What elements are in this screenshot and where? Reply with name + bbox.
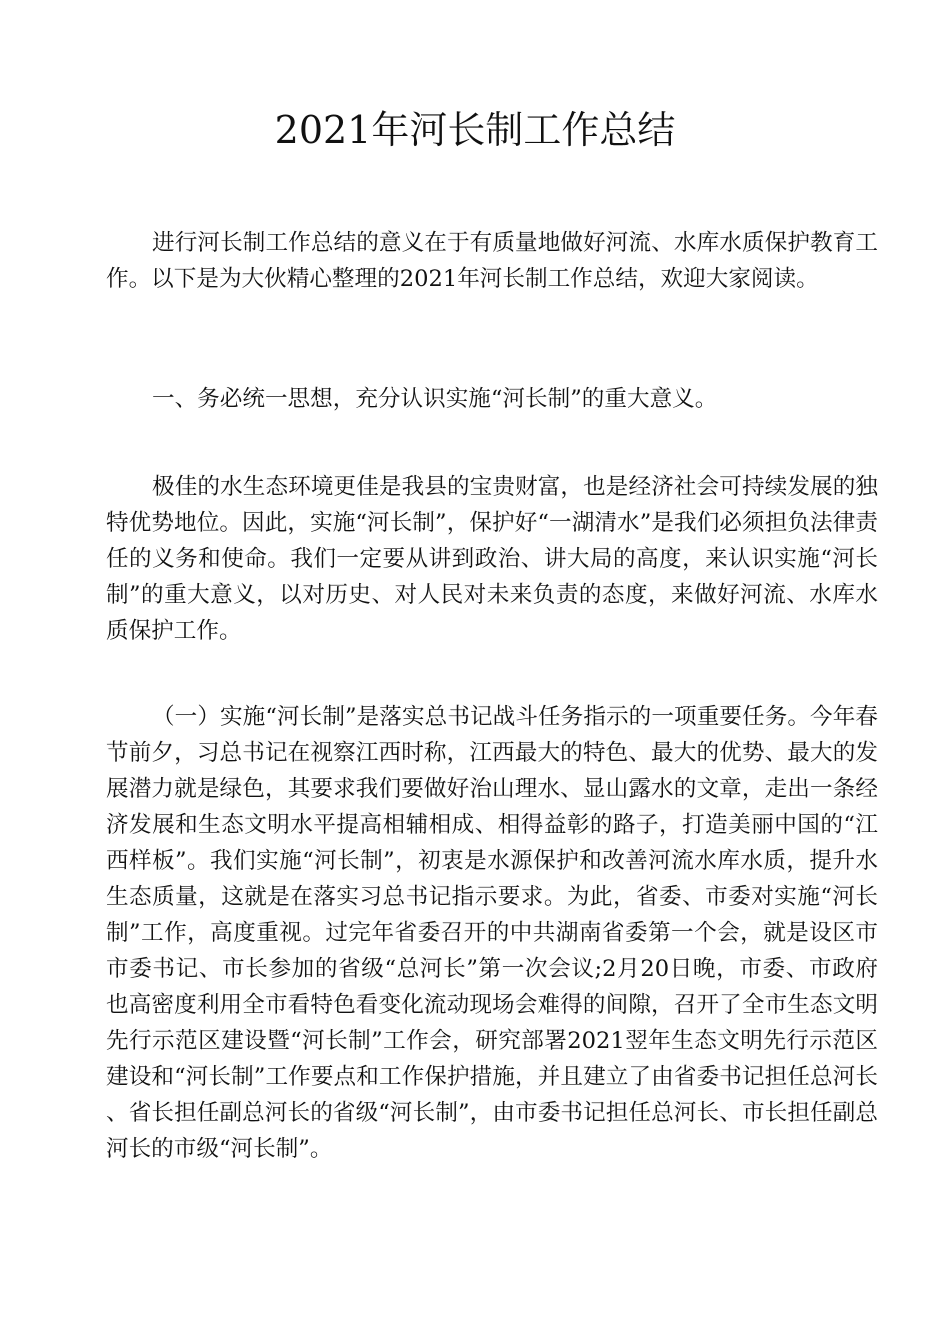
body-paragraph-1: 极佳的水生态环境更佳是我县的宝贵财富，也是经济社会可持续发展的独特优势地位。因此，实施“河长制”，保护好“一湖清水”是我们必须担负法律责任的义务和使命。我们一定要从讲到政治、讲大局的高度，来认识实施“河长制”的重大意义，以对历史、对人民对未来负责的态度，来做好河流、水库水质保护工作。	[106, 474, 878, 644]
intro-paragraph: 进行河长制工作总结的意义在于有质量地做好河流、水库水质保护教育工作。以下是为大伙精心整理的2021年河长制工作总结，欢迎大家阅读。	[106, 230, 878, 292]
body-paragraph-2: （一）实施“河长制”是落实总书记战斗任务指示的一项重要任务。今年春节前夕，习总书记在视察江西时称，江西最大的特色、最大的优势、最大的发展潜力就是绿色，其要求我们要做好治山理水、显山露水的文章，走出一条经济发展和生态文明水平提高相辅相成、相得益彰的路子，打造美丽中国的“江西样板”。我们实施“河长制”，初衷是水源保护和改善河流水库水质，提升水生态质量，这就是在落实习总书记指示要求。为此，省委、市委对实施“河长制”工作，高度重视。过完年省委召开的中共湖南省委第一个会，就是设区市市委书记、市长参加的省级“总河长”第一次会议;2月20日晚，市委、市政府也高密度利用全市看特色看变化流动现场会难得的间隙，召开了全市生态文明先行示范区建设暨“河长制”工作会，研究部署2021翌年生态文明先行示范区建设和“河长制”工作要点和工作保护措施，并且建立了由省委书记担任总河长、省长担任副总河长的省级“河长制”，由市委书记担任总河长、市长担任副总河长的市级“河长制”。	[106, 704, 878, 1162]
document-title: 2021年河长制工作总结	[274, 108, 676, 152]
section-heading-1: 一、务必统一思想，充分认识实施“河长制”的重大意义。	[152, 386, 718, 412]
